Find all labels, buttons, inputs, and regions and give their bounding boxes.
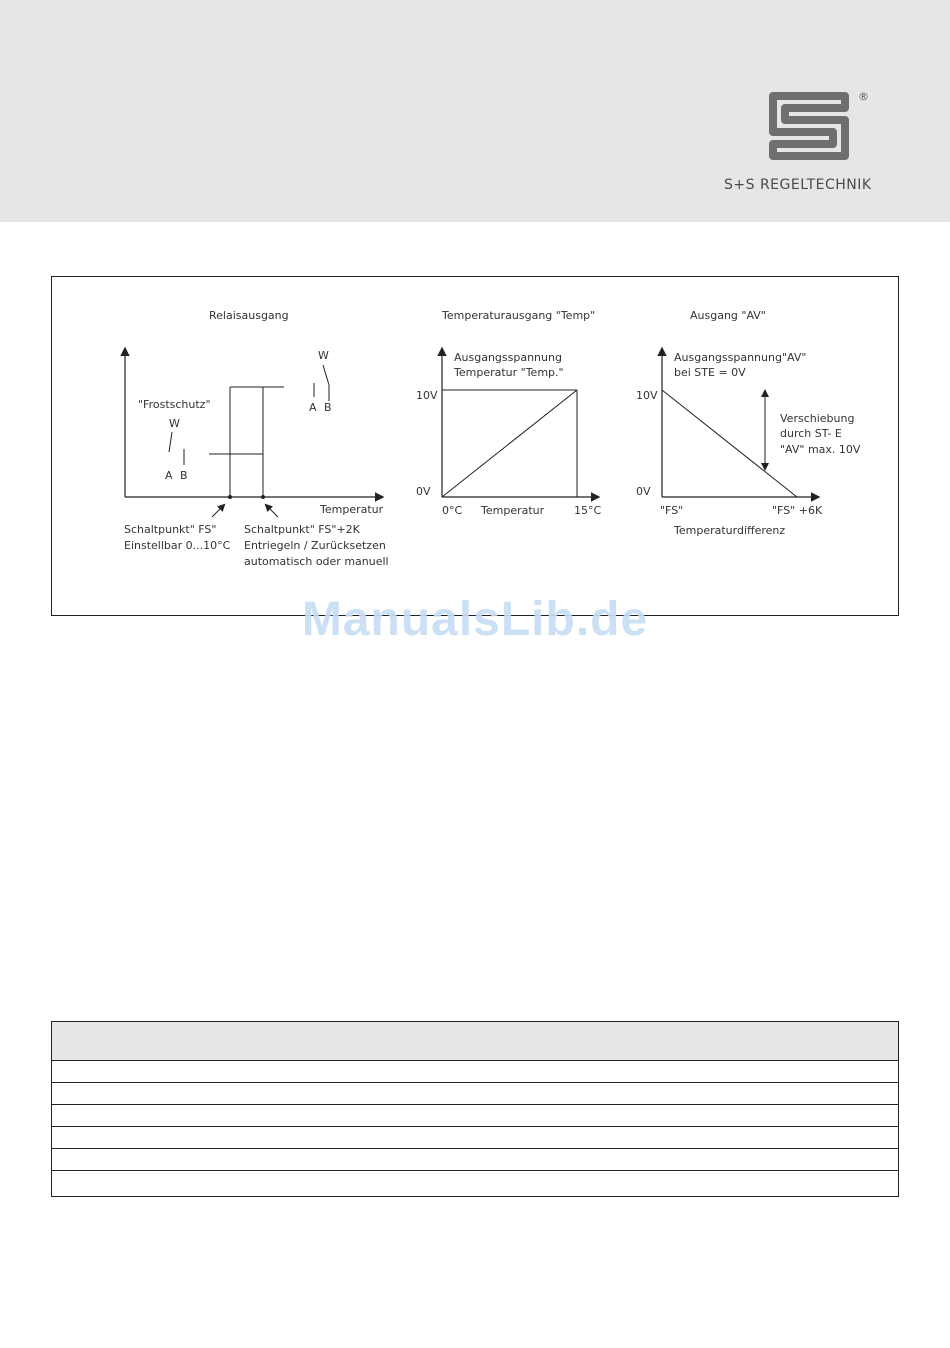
- av-xmin: "FS": [660, 504, 684, 517]
- sp2-arrow: [266, 505, 278, 517]
- registered-mark: ®: [858, 90, 869, 103]
- brand-name: S+S REGELTECHNIK: [724, 177, 872, 193]
- sp2-line3: automatisch oder manuell: [244, 555, 389, 568]
- table-row: [52, 1127, 898, 1149]
- contact1-switch: [169, 432, 172, 452]
- table-row: [52, 1105, 898, 1127]
- sp2-line2: Entriegeln / Zurücksetzen: [244, 539, 386, 552]
- sp1-arrow: [212, 505, 224, 517]
- temp-ylabel-2: Temperatur "Temp.": [454, 366, 564, 379]
- av-xmax: "FS" +6K: [772, 504, 823, 517]
- relais-point-fs2k: [261, 495, 265, 499]
- contact1-w: W: [169, 417, 180, 430]
- table-row: [52, 1061, 898, 1083]
- contact1-a: A: [165, 469, 173, 482]
- av-title: Ausgang "AV": [690, 309, 766, 322]
- sp1-line1: Schaltpunkt" FS": [124, 523, 217, 536]
- temp-title: Temperaturausgang "Temp": [442, 309, 596, 322]
- temp-xmax: 15°C: [574, 504, 602, 517]
- av-ymin: 0V: [636, 485, 651, 498]
- temp-xlabel: Temperatur: [481, 504, 545, 517]
- sp1-line2: Einstellbar 0...10°C: [124, 539, 231, 552]
- table-row: [52, 1171, 898, 1196]
- data-table: [51, 1021, 899, 1197]
- watermark: ManualsLib.de: [301, 593, 649, 646]
- contact2-a: A: [309, 401, 317, 414]
- table-row: [52, 1149, 898, 1171]
- relais-title: Relaisausgang: [209, 309, 289, 322]
- diagram-svg: [52, 277, 898, 615]
- relais-point-fs: [228, 495, 232, 499]
- temp-curve: [442, 390, 577, 497]
- sp2-line1: Schaltpunkt" FS"+2K: [244, 523, 360, 536]
- av-ylabel-1: Ausgangsspannung"AV": [674, 351, 807, 364]
- av-xlabel: Temperaturdifferenz: [674, 524, 786, 537]
- av-ymax: 10V: [636, 389, 658, 402]
- temp-ymax: 10V: [416, 389, 438, 402]
- av-shift-2: durch ST- E: [780, 427, 842, 440]
- av-ylabel-2: bei STE = 0V: [674, 366, 746, 379]
- contact1-b: B: [180, 469, 188, 482]
- temp-xmin: 0°C: [442, 504, 463, 517]
- av-shift-3: "AV" max. 10V: [780, 443, 861, 456]
- table-row: [52, 1083, 898, 1105]
- av-curve: [662, 390, 797, 497]
- ss-logo-icon: [765, 88, 855, 168]
- contact2-w: W: [318, 349, 329, 362]
- av-shift-1: Verschiebung: [780, 412, 855, 425]
- contact2-switch: [323, 365, 329, 385]
- temp-ymin: 0V: [416, 485, 431, 498]
- diagram-panel: [51, 276, 899, 616]
- contact2-b: B: [324, 401, 332, 414]
- relais-x-label: Temperatur: [320, 503, 384, 516]
- frostschutz-label: "Frostschutz": [138, 398, 211, 411]
- temp-ylabel-1: Ausgangsspannung: [454, 351, 562, 364]
- table-header: [52, 1022, 898, 1061]
